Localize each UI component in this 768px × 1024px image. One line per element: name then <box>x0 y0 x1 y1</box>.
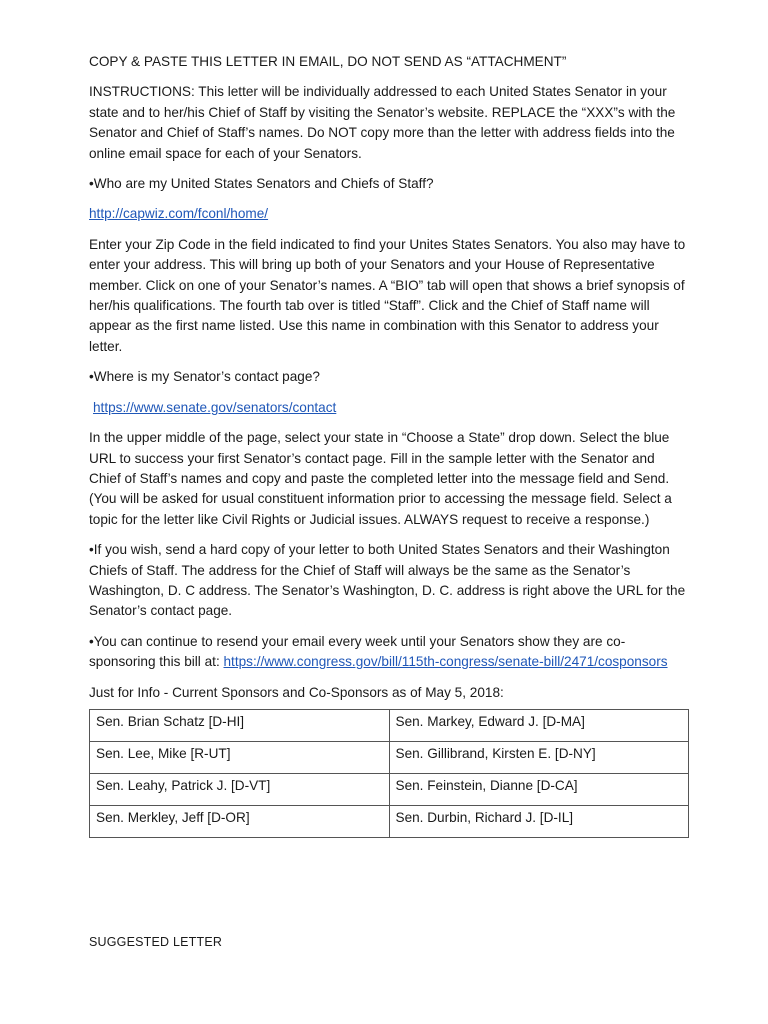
senate-contact-link-line <box>89 398 689 418</box>
table-row <box>90 709 689 741</box>
senate-contact-link[interactable]: https://www.senate.gov/senators/contact <box>93 399 337 415</box>
table-cell: Sen. Brian Schatz [D-HI] <box>90 709 390 741</box>
hardcopy-paragraph: •If you wish, send a hard copy of your letter to both United States Senators and their Washington Chiefs of Staff. The address for the Chief of Staff will always be the same as the Senator’s Washington, D. C address. The Senator’s Washington, D. C. address is right above the URL for the Senator’s contact page. <box>89 542 686 619</box>
table-row <box>90 773 689 805</box>
table-row <box>90 741 689 773</box>
sponsors-table <box>89 709 689 838</box>
table-cell: Sen. Lee, Mike [R-UT] <box>90 741 390 773</box>
where-contact-question: •Where is my Senator’s contact page? <box>89 369 320 385</box>
instructions-paragraph: INSTRUCTIONS: This letter will be individually addressed to each United States Senator in your state and to her/his Chief of Staff by visiting the Senator’s website. REPLACE the “XXX”s with the Senator and Chief of Staff’s names. Do NOT copy more than the letter with address fields into the online email space for each of your Senators. <box>89 84 676 161</box>
suggested-letter-heading: SUGGESTED LETTER <box>89 935 223 949</box>
table-cell: Sen. Markey, Edward J. [D-MA] <box>389 709 689 741</box>
resend-text: •You can continue to resend your email every week until your Senators show they are co-sponsoring this bill at: <box>89 633 626 670</box>
resend-paragraph <box>89 632 689 673</box>
document-body <box>89 52 689 838</box>
table-cell: Sen. Leahy, Patrick J. [D-VT] <box>90 773 390 805</box>
table-cell: Sen. Durbin, Richard J. [D-IL] <box>389 805 689 837</box>
table-cell: Sen. Feinstein, Dianne [D-CA] <box>389 773 689 805</box>
table-row <box>90 805 689 837</box>
table-cell: Sen. Merkley, Jeff [D-OR] <box>90 805 390 837</box>
capwiz-link-line <box>89 204 689 224</box>
sponsors-caption: Just for Info - Current Sponsors and Co-Sponsors as of May 5, 2018: <box>89 684 504 700</box>
cosponsors-link[interactable]: https://www.congress.gov/bill/115th-congress/senate-bill/2471/cosponsors <box>223 654 668 670</box>
capwiz-link[interactable]: http://capwiz.com/fconl/home/ <box>89 206 269 222</box>
who-senators-question: •Who are my United States Senators and Chiefs of Staff? <box>89 176 434 192</box>
who-senators-instructions: Enter your Zip Code in the field indicated to find your Unites States Senators. You also may have to enter your address. This will bring up both of your Senators and your House of Representative member. Click on one of your Senator’s names. A “BIO” tab will open that shows a brief synopsis of her/his qualifications. The fourth tab over is titled “Staff”. Click and the Chief of Staff name will appear as the first name listed. Use this name in combination with this Senator to address your letter. <box>89 236 686 354</box>
where-contact-instructions: In the upper middle of the page, select your state in “Choose a State” drop down. Select the blue URL to success your first Senator’s contact page. Fill in the sample letter with the Senator and Chief of Staff’s names and copy and paste the completed letter into the message field and Send. (You will be asked for usual constituent information prior to accessing the message field. Select a topic for the letter like Civil Rights or Judicial issues. ALWAYS request to receive a response.) <box>89 430 672 527</box>
table-cell: Sen. Gillibrand, Kirsten E. [D-NY] <box>389 741 689 773</box>
document-title: COPY & PASTE THIS LETTER IN EMAIL, DO NOT SEND AS “ATTACHMENT” <box>89 54 567 69</box>
